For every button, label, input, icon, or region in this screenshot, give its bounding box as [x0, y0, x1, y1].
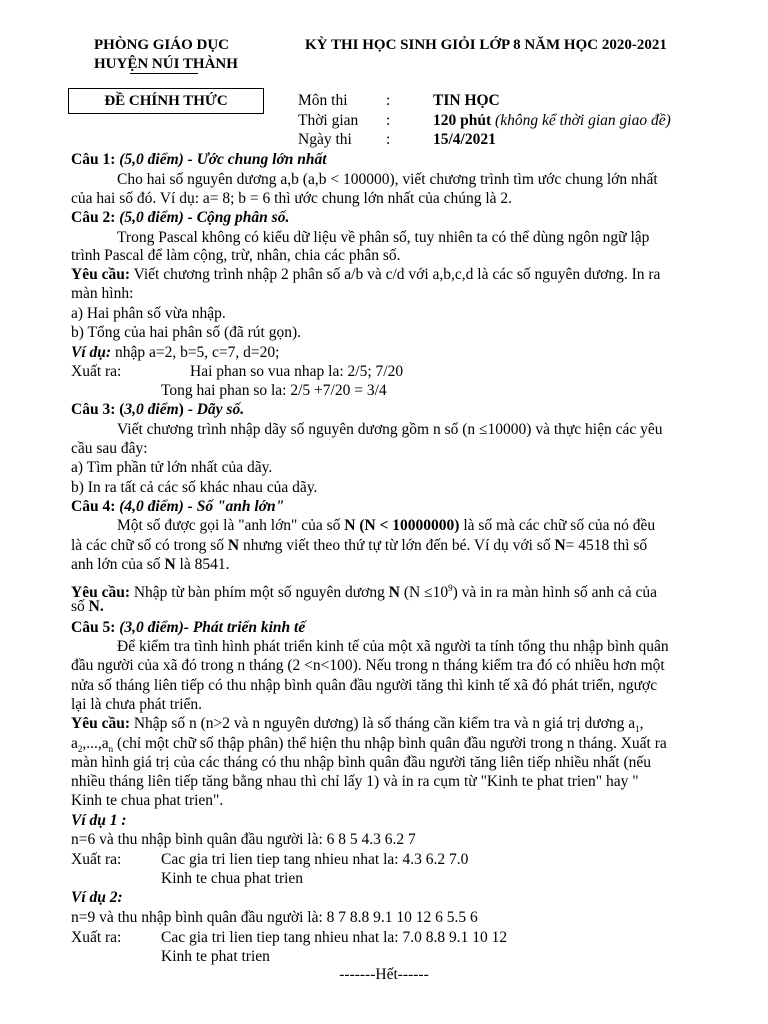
info-label-time: Thời gian [298, 112, 359, 129]
q2-output-line: Tong hai phan so la: 2/5 +7/20 = 3/4 [161, 382, 387, 399]
q5-example2-output-line: Cac gia tri lien tiep tang nhieu nhat la: 7.0 8.8 9.1 10 12 [161, 929, 508, 946]
q4-paragraph-line: là các chữ số có trong số N nhưng viết theo thứ tự từ lớn đến bé. Ví dụ với số N= 4518 thì số [71, 537, 648, 554]
q2-output-line: Hai phan so vua nhap la: 2/5; 7/20 [190, 363, 404, 380]
q5-requirement-cont: $a_2,...,a_n$ (chỉ một chữ số thập phân) thể hiện thu nhập bình quân đầu người trong n tháng. Xuất ra [71, 735, 667, 755]
q5-example2-input: n=9 và thu nhập bình quân đầu người là: 8 7 8.8 9.1 10 12 6 5.5 6 [71, 909, 478, 926]
exam-title: KỲ THI HỌC SINH GIỎI LỚP 8 NĂM HỌC 2020-2021 [305, 37, 667, 53]
q2-heading: Câu 2: (5,0 điểm) - Cộng phân số. [71, 209, 290, 226]
department-name: PHÒNG GIÁO DỤC [94, 37, 229, 53]
q4-requirement: Yêu cầu: Nhập từ bàn phím một số nguyên dương N $(N \le 10^9)$ và in ra màn hình số anh cả của [71, 583, 658, 602]
q4-paragraph-line: anh lớn của số N là 8541. [71, 556, 230, 573]
q1-paragraph-line: Cho hai số nguyên dương a,b (a,b < 100000), viết chương trình tìm ước chung lớn nhất [117, 171, 658, 188]
q3-paragraph-line: Viết chương trình nhập dãy số nguyên dương gồm n số (n ≤10000) và thực hiện các yêu [117, 421, 663, 438]
q4-requirement-cont: số N. [71, 598, 104, 615]
info-value-subject: TIN HỌC [433, 92, 500, 109]
q5-example1-output-line: Kinh te chua phat trien [161, 870, 304, 887]
info-label-subject: Môn thi [298, 92, 348, 109]
q3-item-b: b) In ra tất cả các số khác nhau của dãy. [71, 479, 318, 496]
q5-example1-output-line: Cac gia tri lien tiep tang nhieu nhat la: 4.3 6.2 7.0 [161, 851, 469, 868]
info-value-time: 120 phút (không kể thời gian giao đề) [433, 112, 671, 129]
q3-item-a: a) Tìm phần tử lớn nhất của dãy. [71, 459, 273, 476]
q2-paragraph-line: trình Pascal để làm cộng, trừ, nhân, chia các phân số. [71, 247, 401, 264]
q4-paragraph-line: Một số được gọi là "anh lớn" của số N (N < 10000000) là số mà các chữ số của nó đều [117, 517, 656, 534]
q2-item-a: a) Hai phân số vừa nhập. [71, 305, 226, 322]
q5-requirement: Yêu cầu: Nhập số n (n>2 và n nguyên dương) là số tháng cần kiểm tra và n giá trị dương $a_1$, [71, 715, 644, 735]
q5-paragraph-line: Để kiểm tra tình hình phát triển kinh tế của một xã người ta tính tổng thu nhập bình quân [117, 638, 669, 655]
q5-requirement-cont: màn hình giá trị của các tháng có thu nhập bình quân đầu người tăng liên tiếp nhiều nhất (nếu [71, 754, 652, 771]
info-sep-time: : [386, 112, 391, 129]
q2-requirement: Yêu cầu: Viết chương trình nhập 2 phân số a/b và c/d với a,b,c,d là các số nguyên dương. In ra [71, 266, 661, 283]
q2-requirement-cont: màn hình: [71, 285, 134, 302]
q5-requirement-cont: nhiều tháng liên tiếp tăng bằng nhau thì chỉ lấy 1) và in ra cụm từ "Kinh te phat trien" hay " [71, 773, 639, 790]
q4-heading: Câu 4: (4,0 điểm) - Số "anh lớn" [71, 498, 285, 515]
district-name: HUYỆN NÚI THÀNH [94, 56, 238, 72]
q5-example1-label: Ví dụ 1 : [71, 812, 127, 829]
q2-paragraph-line: Trong Pascal không có kiểu dữ liệu về phân số, tuy nhiên ta có thể dùng ngôn ngữ lập [117, 229, 650, 246]
q2-example: Ví dụ: nhập a=2, b=5, c=7, d=20; [71, 344, 280, 361]
q5-example2-output-label: Xuất ra: [71, 929, 122, 946]
q2-output-label: Xuất ra: [71, 363, 122, 380]
q5-example1-input: n=6 và thu nhập bình quân đầu người là: 6 8 5 4.3 6.2 7 [71, 831, 416, 848]
official-exam-label: ĐỀ CHÍNH THỨC [68, 88, 264, 114]
q5-heading: Câu 5: (3,0 điểm)- Phát triển kinh tế [71, 619, 306, 636]
header-underline [130, 73, 198, 74]
info-label-date: Ngày thi [298, 131, 352, 148]
info-value-date: 15/4/2021 [433, 131, 496, 148]
q3-heading: Câu 3: (3,0 điểm) - Dãy số. [71, 401, 245, 418]
q1-paragraph-line: của hai số đó. Ví dụ: a= 8; b = 6 thì ước chung lớn nhất của chúng là 2. [71, 190, 513, 207]
q5-requirement-cont: Kinh te chua phat trien". [71, 792, 224, 809]
q5-paragraph-line: lại là chưa phát triển. [71, 696, 203, 713]
q3-paragraph-line: cầu sau đây: [71, 440, 148, 457]
q5-example2-output-line: Kinh te phat trien [161, 948, 270, 965]
q2-item-b: b) Tổng của hai phân số (đã rút gọn). [71, 324, 302, 341]
q5-example1-output-label: Xuất ra: [71, 851, 122, 868]
q1-heading: Câu 1: (5,0 điểm) - Ước chung lớn nhất [71, 151, 327, 168]
q5-paragraph-line: nửa số tháng liên tiếp có thu nhập bình quân đầu người tăng thì kinh tế xã đó phát triển, ngược [71, 677, 658, 694]
q5-example2-label: Ví dụ 2: [71, 889, 123, 906]
q5-paragraph-line: đầu người của xã đó trong n tháng (2 <n<100). Nếu trong n tháng kiểm tra đó có nhiều hơn một [71, 657, 665, 674]
end-marker: -------Hết------ [339, 966, 429, 983]
info-sep-subject: : [386, 92, 391, 109]
info-sep-date: : [386, 131, 391, 148]
